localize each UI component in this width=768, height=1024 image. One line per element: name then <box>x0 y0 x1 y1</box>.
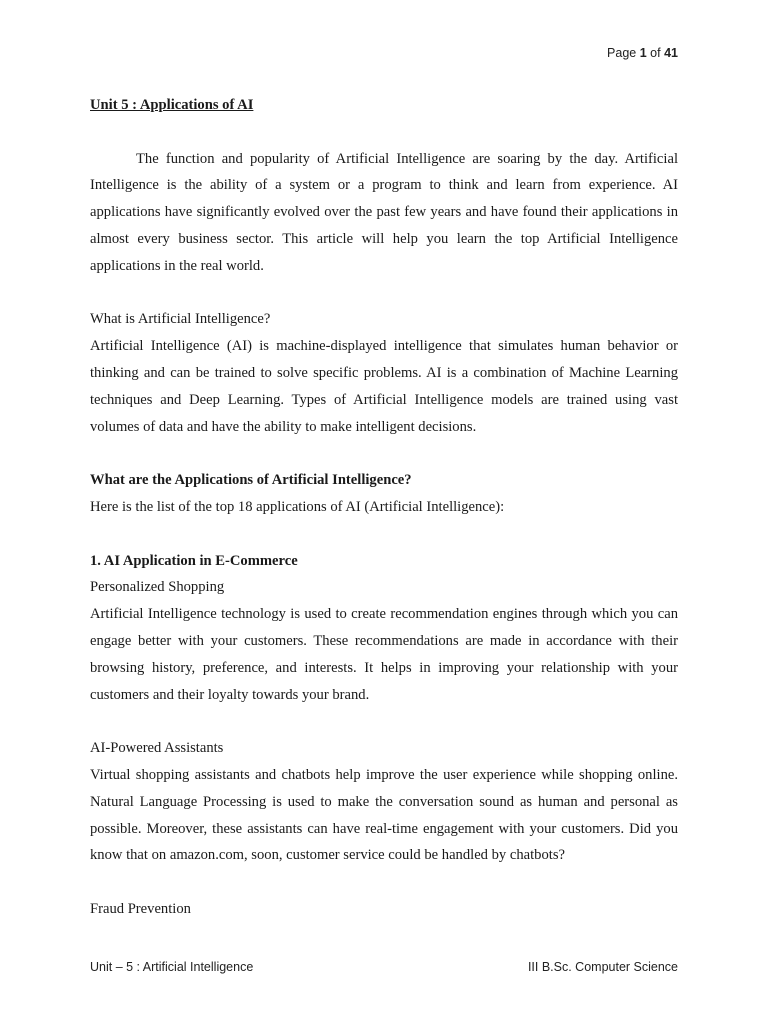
page-of: of <box>650 46 661 60</box>
fraud-heading: Fraud Prevention <box>90 900 191 917</box>
applications-intro: Here is the list of the top 18 applications of AI (Artificial Intelligence): <box>90 498 505 515</box>
footer-left: Unit – 5 : Artificial Intelligence <box>90 960 254 974</box>
assistants-paragraph: Virtual shopping assistants and chatbots help improve the user experience while shopping online. Natural Language Processing is used to make the conversation sound as human and personal as possible. Moreover, these assistants can have real-time engagement with your customers. Did you know that on amazon.com, soon, customer service could be handled by chatbots? <box>90 766 678 864</box>
applications-heading: What are the Applications of Artificial Intelligence? <box>90 472 412 489</box>
section1-heading: 1. AI Application in E-Commerce <box>90 552 298 569</box>
page-total: 41 <box>664 46 678 60</box>
what-is-heading: What is Artificial Intelligence? <box>90 311 271 328</box>
assistants-heading: AI-Powered Assistants <box>90 740 224 757</box>
personalized-heading: Personalized Shopping <box>90 579 225 596</box>
page-label: Page <box>607 46 637 60</box>
page-number <box>607 46 678 60</box>
document-body <box>90 92 678 923</box>
unit-title: Unit 5 : Applications of AI <box>90 97 254 113</box>
intro-paragraph: The function and popularity of Artificial Intelligence are soaring by the day. Artificial Intelligence is the ability of a system or a program to think and learn from experience. AI applications have significantly evolved over the past few years and have found their applications in almost every business sector. This article will help you learn the top Artificial Intelligence applications in the real world. <box>90 150 678 274</box>
what-is-paragraph: Artificial Intelligence (AI) is machine-displayed intelligence that simulates human behavior or thinking and can be trained to solve specific problems. AI is a combination of Machine Learning techniques and Deep Learning. Types of Artificial Intelligence models are trained using vast volumes of data and have the ability to make intelligent decisions. <box>90 338 678 435</box>
footer-right: III B.Sc. Computer Science <box>527 960 678 974</box>
page-current: 1 <box>639 46 647 60</box>
personalized-paragraph: Artificial Intelligence technology is used to create recommendation engines through which you can engage better with your customers. These recommendations are made in accordance with their browsing history, preference, and interests. It helps in improving your relationship with your customers and their loyalty towards your brand. <box>90 606 678 703</box>
